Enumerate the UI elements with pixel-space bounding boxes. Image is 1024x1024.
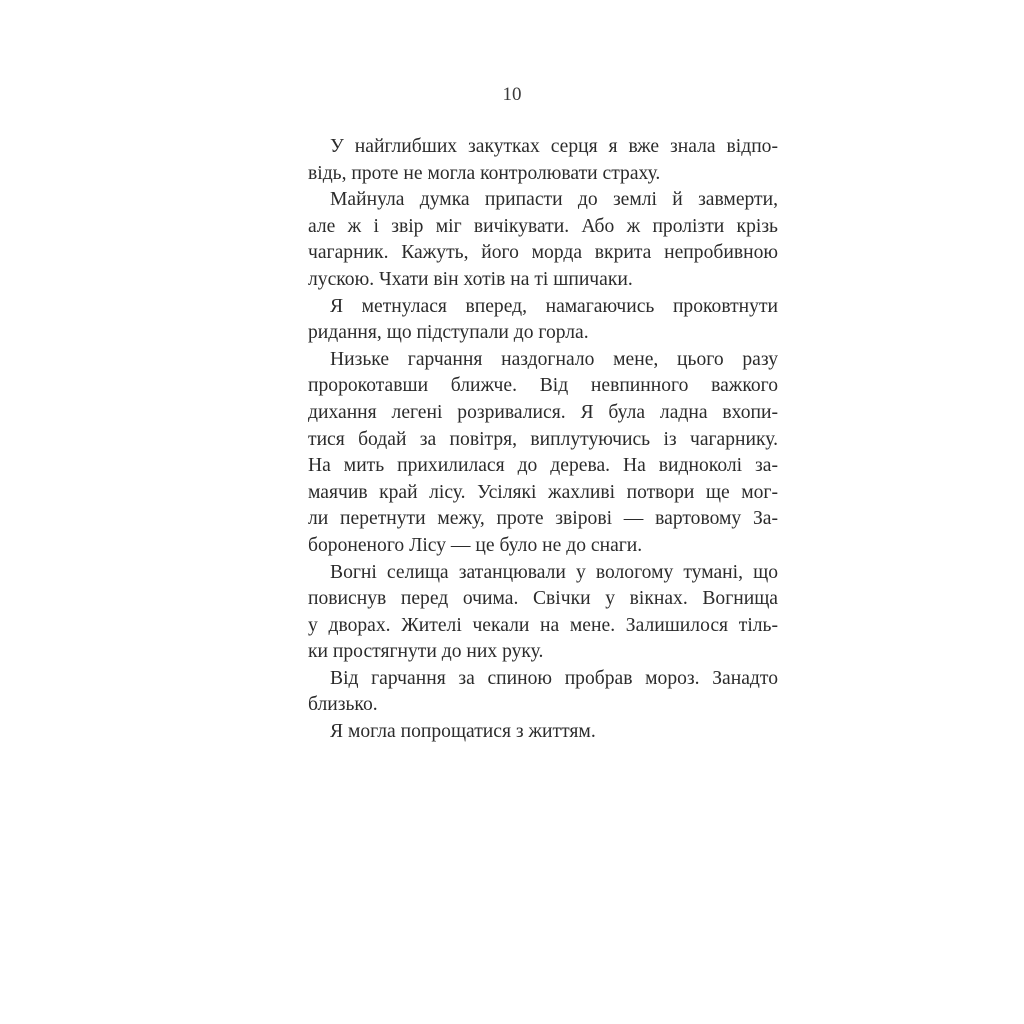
text-line: повиснув перед очима. Свічки у вікнах. Вогнища [308,588,778,610]
text-line: Я могла попрощатися з життям. [330,721,596,743]
text-line: маячив край лісу. Усілякі жахливі потвори ще мог- [308,481,778,503]
body-text [308,134,778,746]
text-line: тися бодай за повітря, виплутуючись із чагарнику. [308,428,778,450]
paragraph [308,187,778,293]
text-line: На мить прихилилася до дерева. На видноколі за- [308,455,778,477]
text-line: пророкотавши ближче. Від невпинного важкого [308,375,778,397]
text-line: ридання, що підступали до горла. [308,322,589,344]
text-line: У найглибших закутках серця я вже знала відпо- [330,136,778,157]
paragraph [308,666,778,719]
paragraph [308,719,778,746]
paragraph [308,294,778,347]
text-line: але ж і звір міг вичікувати. Або ж пролізти крізь [308,215,778,237]
text-line: ли перетнути межу, проте звірові — вартовому За- [308,508,778,530]
paragraph [308,134,778,187]
text-line: Від гарчання за спиною пробрав мороз. Занадто [330,667,778,689]
text-line: бороненого Лісу — це було не до снаги. [308,534,643,556]
text-line: ки простягнути до них руку. [308,641,544,663]
text-line: Майнула думка припасти до землі й завмерти, [330,189,778,211]
paragraph [308,560,778,666]
text-line: чагарник. Кажуть, його морда вкрита непробивною [308,242,778,264]
paragraph [308,347,778,560]
text-line: Вогні селища затанцювали у вологому тумані, що [330,561,778,583]
text-line: Я метнулася вперед, намагаючись проковтнути [330,295,778,317]
page-number: 10 [502,84,522,105]
text-line: дихання легені розривалися. Я була ладна вхопи- [308,401,778,423]
text-line: близько. [308,694,378,716]
text-line: у дворах. Жителі чекали на мене. Залишилося тіль- [308,614,778,636]
text-line: відь, проте не могла контролювати страху. [308,162,661,184]
text-line: лускою. Чхати він хотів на ті шпичаки. [308,268,633,290]
text-line: Низьке гарчання наздогнало мене, цього разу [330,348,778,370]
